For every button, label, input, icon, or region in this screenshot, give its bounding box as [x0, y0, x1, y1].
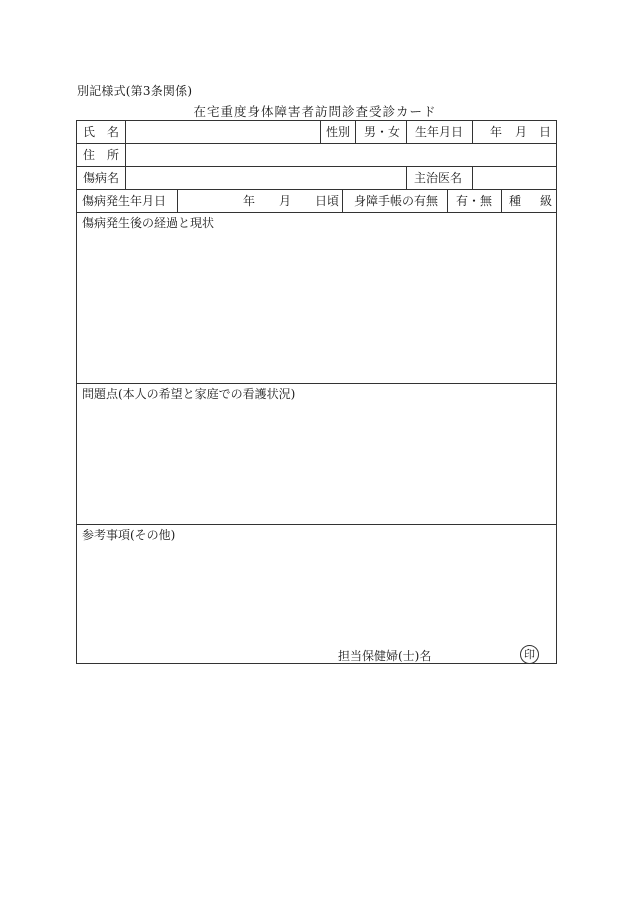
doctor-label: 主治医名	[414, 171, 463, 185]
doctor-field[interactable]	[473, 167, 556, 188]
notes-section-label: 参考事項(その他)	[82, 528, 176, 542]
appendix-heading: 別記様式(第3条関係)	[77, 84, 193, 98]
address-label: 住 所	[83, 148, 120, 162]
section-line	[76, 524, 557, 525]
cell-divider	[355, 120, 356, 143]
disease-field[interactable]	[126, 167, 405, 188]
onset-date-label: 傷病発生年月日	[82, 194, 167, 208]
sex-label: 性別	[326, 125, 351, 139]
onset-day-unit: 日頃	[315, 194, 340, 208]
issues-section-label: 問題点(本人の希望と家庭での看護状況)	[82, 387, 296, 401]
cell-divider	[177, 189, 178, 212]
seal-mark: 印	[520, 645, 539, 664]
cell-divider	[447, 189, 448, 212]
section-line	[76, 383, 557, 384]
progress-field[interactable]	[77, 232, 556, 382]
dob-label: 生年月日	[415, 125, 464, 139]
handbook-options[interactable]: 有・無	[456, 194, 493, 208]
onset-month-unit: 月	[279, 194, 292, 208]
dob-day-unit: 日	[539, 125, 552, 139]
sex-options[interactable]: 男・女	[364, 125, 401, 139]
dob-year-unit: 年	[490, 125, 503, 139]
disease-label: 傷病名	[83, 171, 120, 185]
row-line	[76, 189, 557, 190]
issues-field[interactable]	[77, 403, 556, 523]
notes-field[interactable]	[77, 544, 556, 644]
form-title: 在宅重度身体障害者訪問診査受診カード	[193, 104, 437, 119]
cell-divider	[406, 120, 407, 143]
handbook-label: 身障手帳の有無	[354, 194, 439, 208]
progress-section-label: 傷病発生後の経過と現状	[82, 216, 215, 230]
name-label: 氏 名	[83, 125, 120, 139]
cell-divider	[501, 189, 502, 212]
row-line	[76, 212, 557, 213]
grade-kind-unit: 種	[509, 194, 522, 208]
address-field[interactable]	[126, 144, 556, 165]
cell-divider	[342, 189, 343, 212]
name-field[interactable]	[126, 121, 319, 142]
dob-month-unit: 月	[515, 125, 528, 139]
cell-divider	[406, 166, 407, 189]
signature-label: 担当保健婦(士)名	[338, 649, 432, 663]
cell-divider	[472, 120, 473, 143]
grade-level-unit: 級	[540, 194, 553, 208]
onset-year-unit: 年	[243, 194, 256, 208]
cell-divider	[320, 120, 321, 143]
